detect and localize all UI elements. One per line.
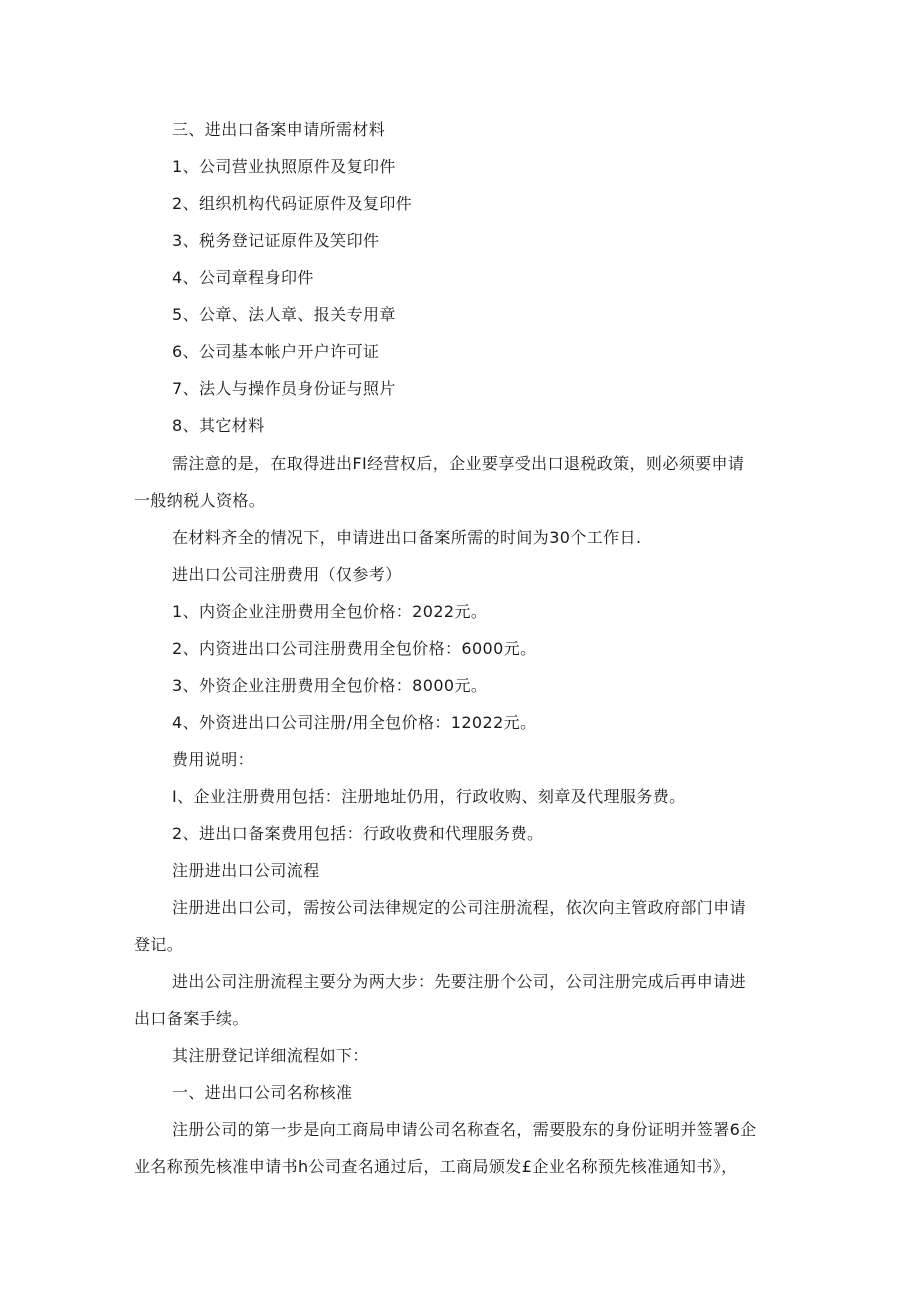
list-item: I、企业注册费用包括：注册地址仍用，行政收购、刻章及代理服务费。 <box>172 787 686 806</box>
list-item: 1、公司营业执照原件及复印件 <box>172 157 396 176</box>
list-item: 4、公司章程身印件 <box>172 268 314 287</box>
list-item: 2、内资进出口公司注册费用全包价格：6000元。 <box>172 639 537 658</box>
list-item: 2、组织机构代码证原件及复印件 <box>172 194 413 213</box>
paragraph-line: 需注意的是，在取得进出FI经营权后，企业要享受出口退税政策，则必须要申请 <box>172 454 745 473</box>
list-item: 5、公章、法人章、报关专用章 <box>172 305 396 324</box>
list-item: 6、公司基本帐户开户许可证 <box>172 342 380 361</box>
section-heading: 注册进出口公司流程 <box>172 861 320 880</box>
section-heading: 进出口公司注册费用（仅参考） <box>172 565 402 584</box>
paragraph-line: 注册公司的第一步是向工商局申请公司名称查名，需要股东的身份证明并签署6企 <box>172 1120 757 1139</box>
list-item: 3、外资企业注册费用全包价格：8000元。 <box>172 676 488 695</box>
section-heading: 费用说明： <box>172 750 255 769</box>
paragraph-line: 登记。 <box>134 935 184 954</box>
section-heading: 三、进出口备案申请所需材料 <box>172 120 386 139</box>
paragraph-line: 在材料齐全的情况下，申请进出口备案所需的时间为30个工作日. <box>172 528 642 547</box>
paragraph-line: 出口备案手续。 <box>134 1009 249 1028</box>
list-item: 7、法人与操作员身份证与照片 <box>172 379 396 398</box>
list-item: 4、外资进出口公司注册/用全包价格：12022元。 <box>172 713 537 732</box>
list-item: 2、进出口备案费用包括：行政收费和代理服务费。 <box>172 824 544 843</box>
list-item: 3、税务登记证原件及笑印件 <box>172 231 380 250</box>
paragraph-line: 注册进出口公司，需按公司法律规定的公司注册流程，依次向主管政府部门申请 <box>172 898 747 917</box>
paragraph-line: 其注册登记详细流程如下： <box>172 1046 369 1065</box>
paragraph-line: 业名称预先核准申请书h公司查名通过后，工商局颁发£企业名称预先核准通知书》， <box>134 1157 738 1176</box>
paragraph-line: 一般纳税人资格。 <box>134 491 266 510</box>
list-item: 8、其它材料 <box>172 416 265 435</box>
section-heading: 一、进出口公司名称核准 <box>172 1083 353 1102</box>
list-item: 1、内资企业注册费用全包价格：2022元。 <box>172 602 488 621</box>
paragraph-line: 进出公司注册流程主要分为两大步：先要注册个公司，公司注册完成后再申请进 <box>172 972 747 991</box>
